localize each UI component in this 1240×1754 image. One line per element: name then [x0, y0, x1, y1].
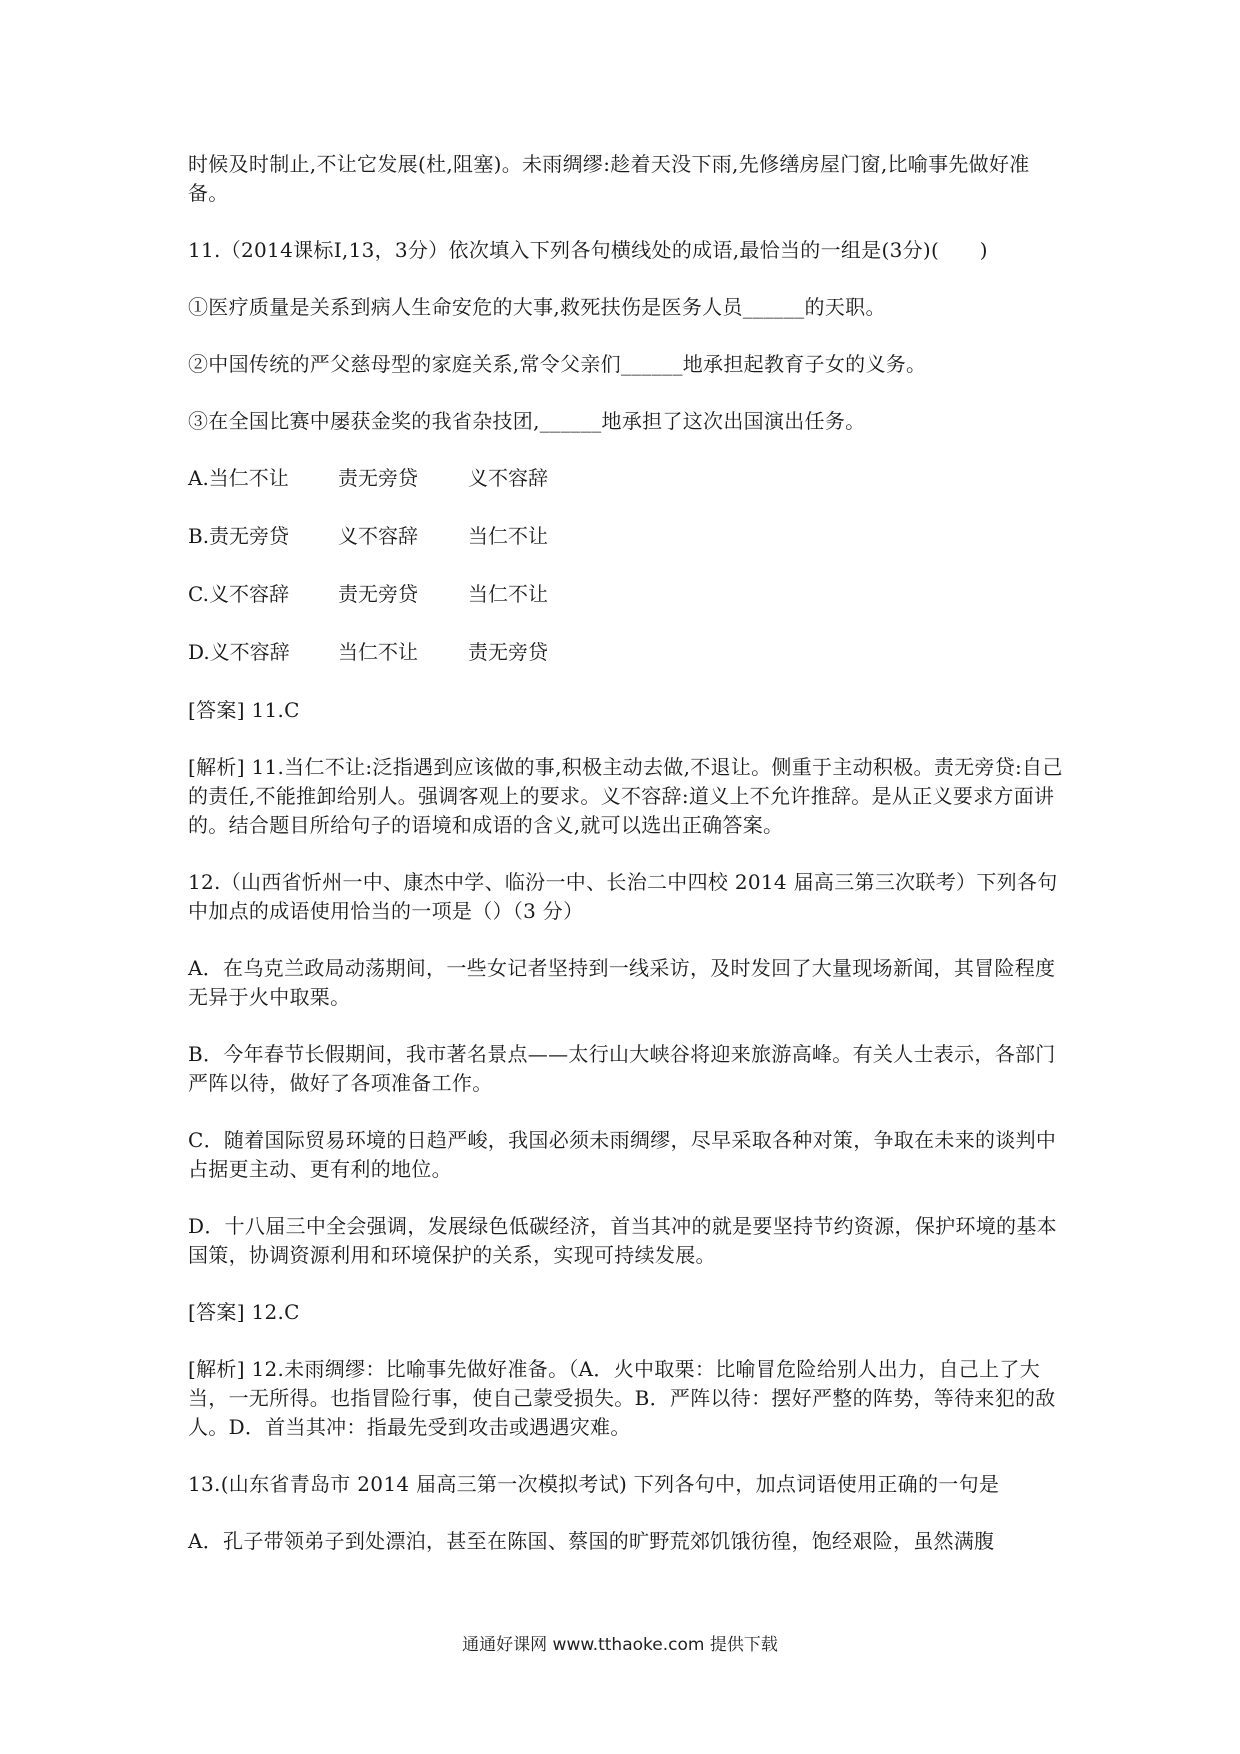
- question-12-option-c: C．随着国际贸易环境的日趋严峻，我国必须未雨绸缪，尽早采取各种对策，争取在未来的谈判中占据更主动、更有利的地位。: [188, 1128, 1057, 1181]
- question-11-option-b: [188, 522, 1068, 551]
- option-idiom-3: 责无旁贷: [468, 640, 548, 664]
- question-13-option-a: A．孔子带领弟子到处漂泊，甚至在陈国、蔡国的旷野荒郊饥饿彷徨，饱经艰险，虽然满腹: [188, 1529, 995, 1553]
- question-12-option-a: A．在乌克兰政局动荡期间，一些女记者坚持到一线采访，及时发回了大量现场新闻，其冒险程度无异于火中取栗。: [188, 956, 1056, 1009]
- option-idiom-3: 义不容辞: [468, 466, 548, 490]
- option-label: C.义不容辞: [188, 582, 289, 606]
- question-12-option-d: D．十八届三中全会强调，发展绿色低碳经济，首当其冲的就是要坚持节约资源，保护环境的基本国策，协调资源利用和环境保护的关系，实现可持续发展。: [188, 1214, 1057, 1267]
- question-11-sentence-3: ③在全国比赛中屡获金奖的我省杂技团,______地承担了这次出国演出任务。: [188, 409, 866, 433]
- option-idiom-2: 责无旁贷: [338, 466, 418, 490]
- question-11-option-d: [188, 638, 1068, 667]
- question-12-answer: [答案] 12.C: [188, 1300, 300, 1324]
- question-11-option-a: [188, 464, 1068, 493]
- intro-paragraph: 时候及时制止,不让它发展(杜,阻塞)。未雨绸缪:趁着天没下雨,先修缮房屋门窗,比喻事先做好准备。: [188, 152, 1030, 205]
- option-idiom-2: 责无旁贷: [338, 582, 418, 606]
- option-label: A.当仁不让: [188, 466, 289, 490]
- option-label: B.责无旁贷: [188, 524, 290, 548]
- question-11-sentence-2: ②中国传统的严父慈母型的家庭关系,常令父亲们______地承担起教育子女的义务。: [188, 352, 927, 376]
- question-11-stem: 11.（2014课标Ⅰ,13，3分）依次填入下列各句横线处的成语,最恰当的一组是(3分)( ): [188, 238, 988, 262]
- question-12-option-b: B．今年春节长假期间，我市著名景点——太行山大峡谷将迎来旅游高峰。有关人士表示，各部门严阵以待，做好了各项准备工作。: [188, 1042, 1056, 1095]
- page-footer: 通通好课网 www.tthaoke.com 提供下载: [462, 1635, 778, 1655]
- question-11-answer: [答案] 11.C: [188, 698, 300, 722]
- question-12-stem: 12.（山西省忻州一中、康杰中学、临汾一中、长治二中四校 2014 届高三第三次联考）下列各句中加点的成语使用恰当的一项是（）（3 分）: [188, 870, 1058, 923]
- option-idiom-3: 当仁不让: [468, 582, 548, 606]
- option-idiom-2: 当仁不让: [338, 640, 418, 664]
- option-label: D.义不容辞: [188, 640, 290, 664]
- page-content: [188, 150, 1068, 1584]
- question-12-analysis: [解析] 12.未雨绸缪：比喻事先做好准备。（A．火中取栗：比喻冒危险给别人出力，自己上了大当，一无所得。也指冒险行事，使自己蒙受损失。B．严阵以待：摆好严整的阵势，等待来犯的敌人。D．首当其冲：指最先受到攻击或遇遇灾难。: [188, 1357, 1056, 1439]
- question-11-sentence-1: ①医疗质量是关系到病人生命安危的大事,救死扶伤是医务人员______的天职。: [188, 295, 886, 319]
- option-idiom-2: 义不容辞: [338, 524, 418, 548]
- option-idiom-3: 当仁不让: [468, 524, 548, 548]
- question-11-option-c: [188, 580, 1068, 609]
- question-11-analysis: [解析] 11.当仁不让:泛指遇到应该做的事,积极主动去做,不退让。侧重于主动积极。责无旁贷:自己的责任,不能推卸给别人。强调客观上的要求。义不容辞:道义上不允许推辞。是从正义要求方面讲的。结合题目所给句子的语境和成语的含义,就可以选出正确答案。: [188, 755, 1063, 837]
- question-13-stem: 13.(山东省青岛市 2014 届高三第一次模拟考试) 下列各句中，加点词语使用正确的一句是: [188, 1472, 1000, 1496]
